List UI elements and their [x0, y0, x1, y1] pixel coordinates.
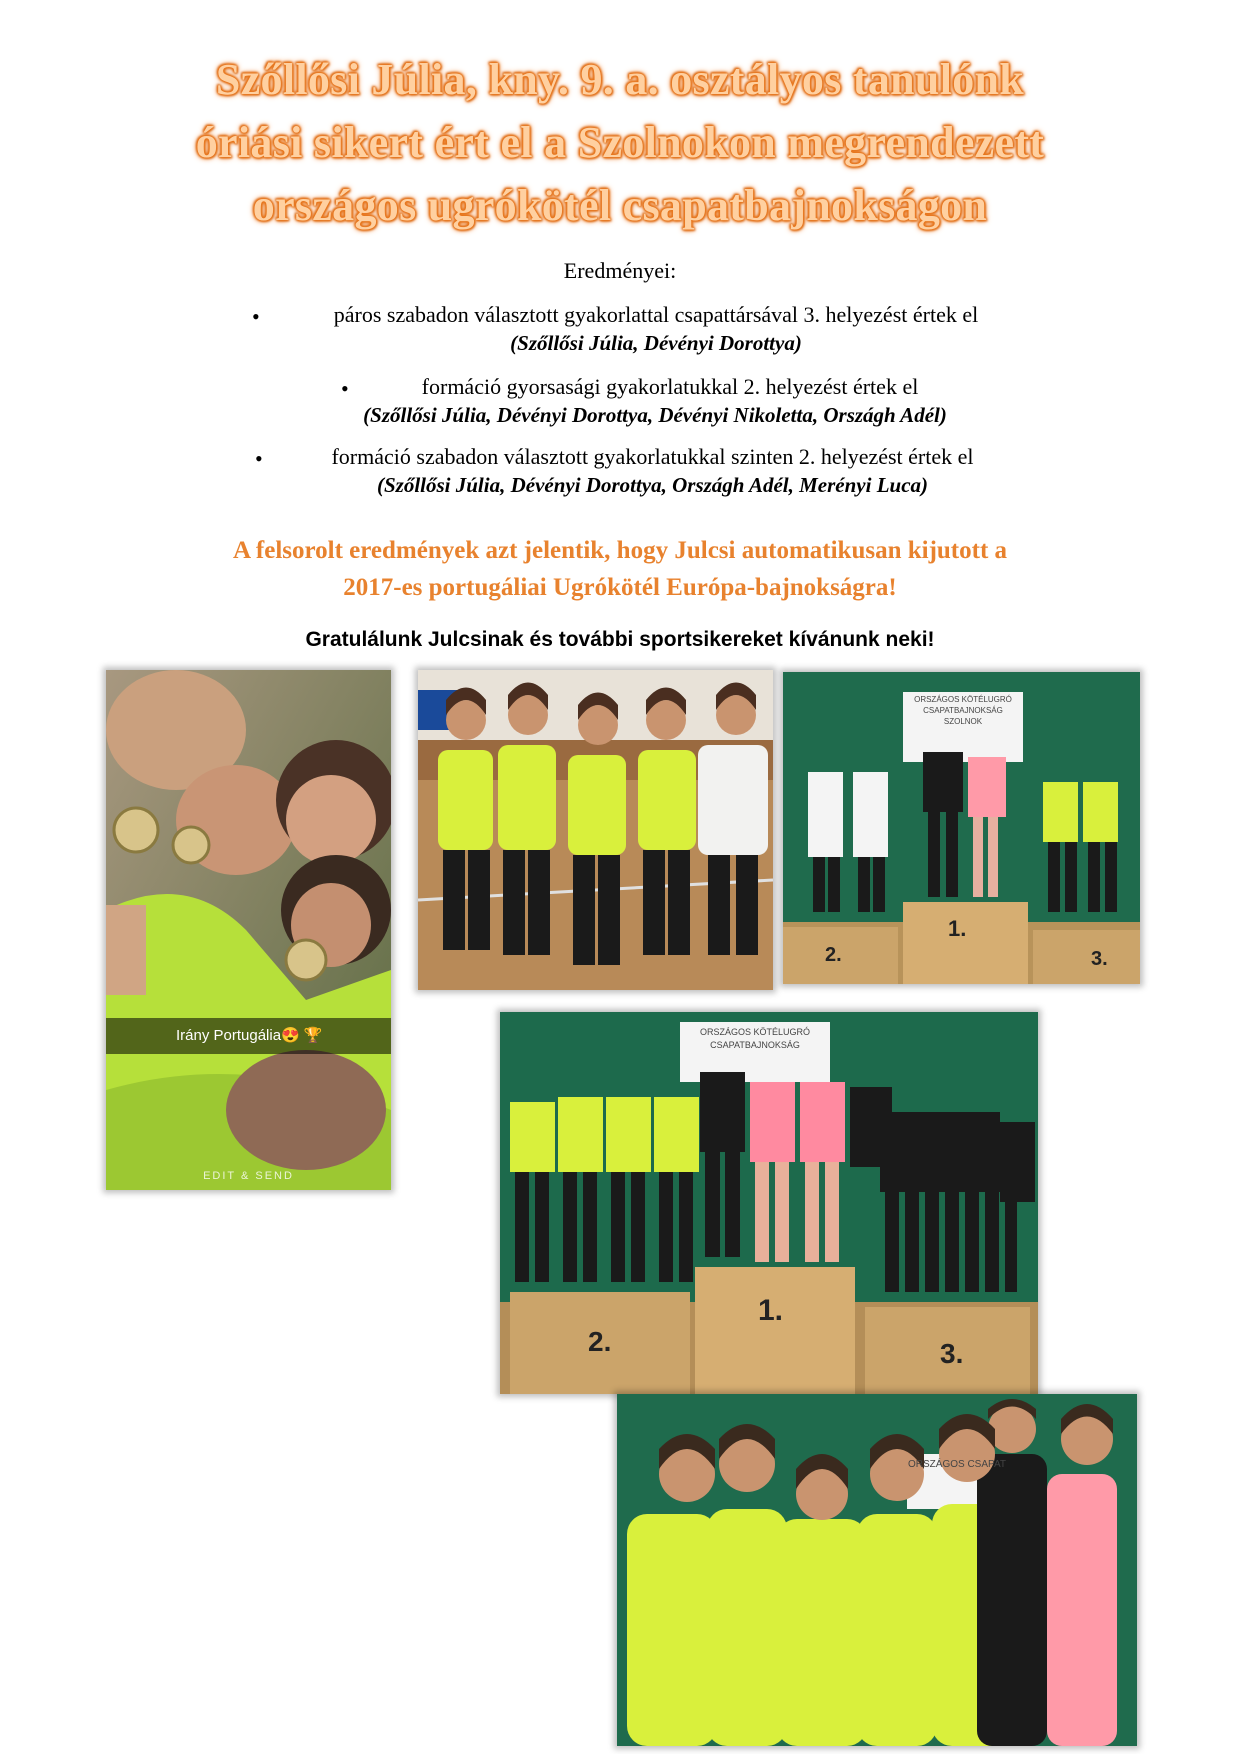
podium-small-third-label: 3. — [1091, 948, 1108, 970]
selfie-edit-label: EDIT & SEND — [203, 1170, 294, 1182]
photo-selfie — [106, 670, 391, 1190]
podium-large-first-label: 1. — [758, 1294, 784, 1327]
result-item — [290, 300, 1022, 358]
group-banner: ORSZÁGOS CSAPAT — [908, 1459, 1006, 1470]
result-item — [290, 442, 1015, 500]
bullet-icon: • — [255, 446, 263, 471]
congratulations-text: Gratulálunk Julcsinak és további sportsikereket kívánunk neki! — [305, 628, 935, 651]
selfie-caption: Irány Portugália😍 🏆 — [106, 1018, 391, 1054]
result-names: (Szőllősi Júlia, Dévényi Dorottya) — [510, 331, 802, 355]
podium-small-first-label: 1. — [948, 916, 967, 941]
bullet-icon: • — [341, 376, 349, 401]
result-text: formáció szabadon választott gyakorlatukkal szinten 2. helyezést értek el — [331, 444, 974, 469]
results-label: Eredményei: — [563, 258, 677, 283]
result-names: (Szőllősi Júlia, Dévényi Dorottya, Dévényi Nikoletta, Országh Adél) — [363, 403, 947, 427]
photo-group — [617, 1394, 1137, 1746]
title-line: óriási sikert ért el a Szolnokon megrendezett — [195, 118, 1045, 167]
photo-podium-large — [500, 1012, 1038, 1394]
photo-medals — [418, 670, 773, 990]
result-names: (Szőllősi Júlia, Dévényi Dorottya, Országh Adél, Merényi Luca) — [376, 473, 929, 497]
group-image — [617, 1394, 1137, 1746]
announcement — [0, 532, 1240, 606]
selfie-image — [106, 670, 391, 1190]
result-item — [300, 372, 1010, 430]
announcement-line: 2017-es portugáliai Ugrókötél Európa-bajnokságra! — [343, 574, 897, 601]
result-text: páros szabadon választott gyakorlattal csapattársával 3. helyezést értek el — [333, 302, 979, 327]
photo-podium-small — [783, 672, 1140, 984]
podium-large-banner: ORSZÁGOS KÖTÉLUGRÓ CSAPATBAJNOKSÁG — [699, 1027, 811, 1050]
podium-large-third-label: 3. — [940, 1338, 964, 1369]
medals-image — [418, 670, 773, 990]
announcement-line: A felsorolt eredmények azt jelentik, hogy Julcsi automatikusan kijutott a — [232, 537, 1008, 564]
title-line: országos ugrókötél csapatbajnokságon — [252, 181, 988, 230]
podium-small-banner: ORSZÁGOS KÖTÉLUGRÓ CSAPATBAJNOKSÁG SZOLNOK — [914, 695, 1012, 726]
podium-small-second-label: 2. — [825, 944, 842, 966]
podium-large-second-label: 2. — [588, 1326, 612, 1357]
result-text: formáció gyorsasági gyakorlatukkal 2. helyezést értek el — [421, 374, 919, 399]
bullet-icon: • — [252, 304, 260, 329]
page-title — [0, 48, 1240, 237]
title-line: Szőllősi Júlia, kny. 9. a. osztályos tanulónk — [215, 55, 1025, 104]
podium-large-image — [500, 1012, 1038, 1394]
